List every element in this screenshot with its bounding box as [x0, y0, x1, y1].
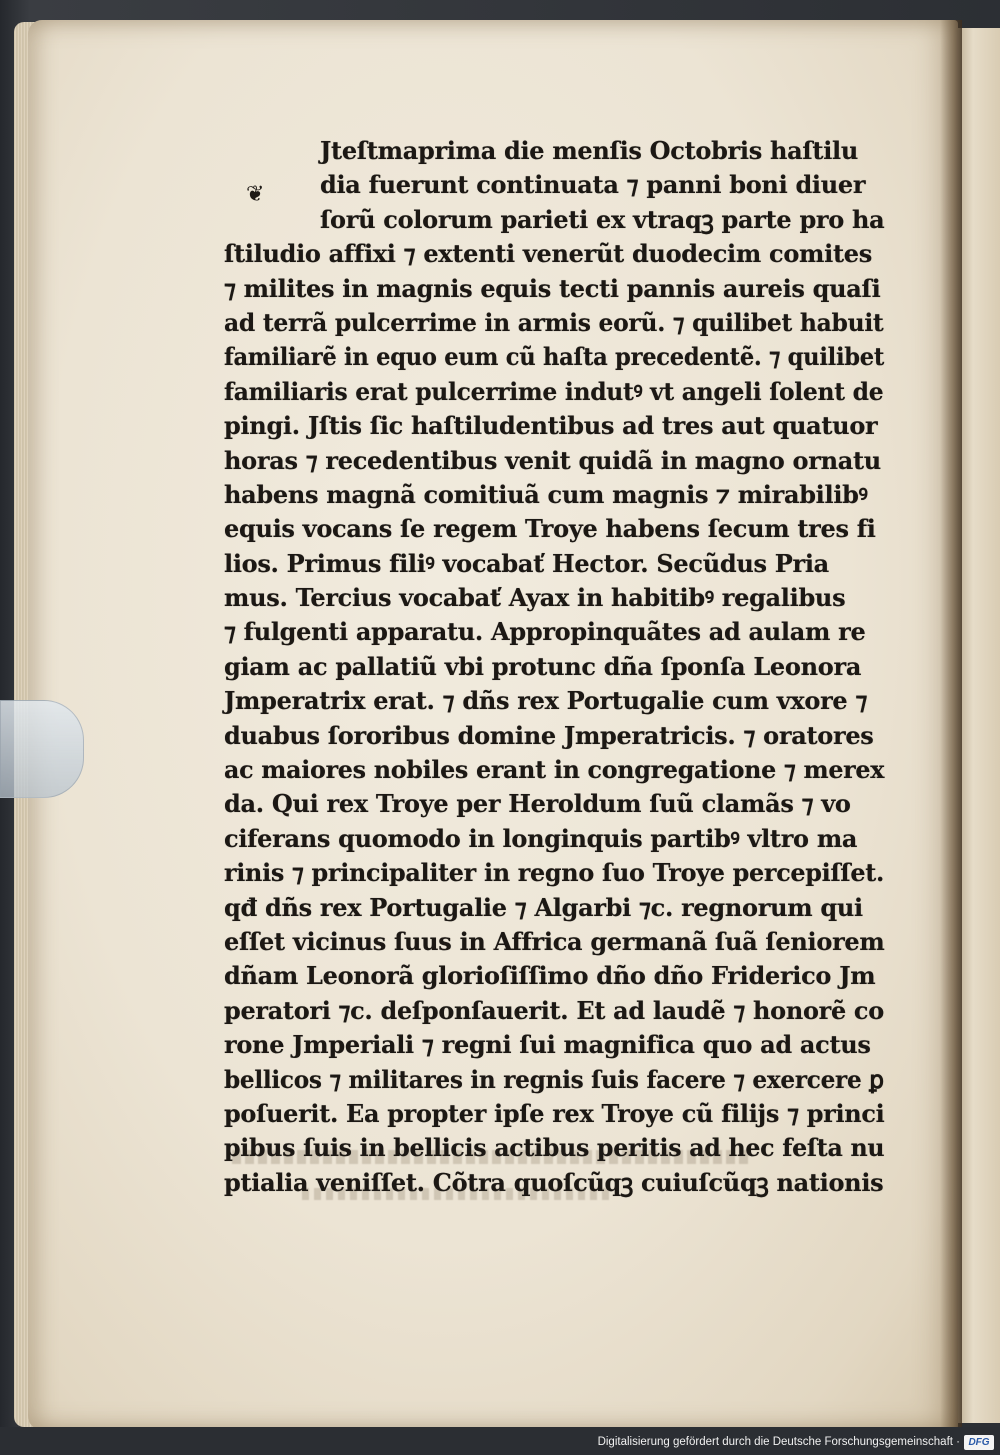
- text-line: ſorũ colorum parieti ex vtraqꝫ parte pro ha: [320, 204, 885, 234]
- digitization-credit: Digitalisierung gefördert durch die Deutsche Forschungsgemeinschaft ·: [597, 1436, 960, 1448]
- text-line: ac maiores nobiles erant in congregatione ⁊ merex: [224, 755, 885, 785]
- text-line: ciferans quomodo in longinquis partibꝰ vltro ma: [224, 823, 858, 853]
- text-line: pingi. Jſtis ſic haſtiludentibus ad tres aut quatuor: [224, 411, 878, 441]
- text-line: pibus ſuis in bellicis actibus peritis ad hec feſta nu: [224, 1133, 885, 1163]
- text-line: qđ dñs rex Portugalie ⁊ Algarbi ⁊c. regnorum qui: [224, 892, 863, 922]
- binding-gutter: [940, 20, 962, 1430]
- footer-bar: [0, 1427, 1000, 1455]
- text-line: familiaris erat pulcerrime indutꝰ vt angeli ſolent de: [224, 376, 884, 406]
- text-line: peratori ⁊c. deſponſauerit. Et ad laudẽ ⁊ honorẽ co: [224, 995, 884, 1025]
- text-line: rone Jmperiali ⁊ regni ſui magnifica quo ad actus: [224, 1030, 871, 1060]
- text-line: dia fuerunt continuata ⁊ panni boni diuer: [320, 170, 866, 200]
- text-line: giam ac pallatiũ vbi protunc dña ſponſa Leonora: [224, 651, 862, 681]
- text-line: lios. Primus filiꝰ vocabať Hector. Secũdus Pria: [224, 548, 829, 578]
- text-line: habens magnã comitiuã cum magnis ⁊ mirabilibꝰ: [224, 479, 868, 509]
- text-line: ptialia veniſſet. Cõtra quoſcũqꝫ cuiuſcũqꝫ nationis: [224, 1167, 884, 1197]
- text-line: horas ⁊ recedentibus venit quidã in magno ornatu: [224, 445, 881, 475]
- text-line: ſtiludio affixi ⁊ extenti venerũt duodecim comites: [224, 239, 872, 269]
- text-line: poſuerit. Ea propter ipſe rex Troye cũ filijs ⁊ princi: [224, 1098, 885, 1128]
- text-line: equis vocans ſe regem Troye habens ſecum tres fi: [224, 514, 876, 544]
- dfg-logo: DFG: [964, 1435, 994, 1450]
- text-line: ⁊ milites in magnis equis tecti pannis aureis quaſi: [224, 273, 881, 303]
- text-line: eſſet vicinus ſuus in Affrica germanã ſuã ſeniorem: [224, 926, 885, 956]
- text-line: duabus ſororibus domine Jmperatricis. ⁊ oratores: [224, 720, 874, 750]
- text-line: Jmperatrix erat. ⁊ dñs rex Portugalie cum vxore ⁊: [224, 686, 868, 716]
- ornament-leaf-icon: ❦: [246, 182, 265, 207]
- text-line: mus. Tercius vocabať Ayax in habitibꝰ regalibus: [224, 583, 846, 613]
- text-line: rinis ⁊ principaliter in regno ſuo Troye percepiſſet.: [224, 858, 884, 888]
- text-line: familiarẽ in equo eum cũ haſta precedentẽ. ⁊ quilibet: [224, 342, 885, 372]
- text-line: dñam Leonorã glorioſiſſimo dño dño Friderico Jm: [224, 961, 876, 991]
- plastic-page-clip: [0, 700, 84, 798]
- text-line: da. Qui rex Troye per Heroldum ſuũ clamãs ⁊ vo: [224, 789, 851, 819]
- text-line: ad terrã pulcerrime in armis eorũ. ⁊ quilibet habuit: [224, 307, 884, 337]
- text-line: Jteſtmaprima die menſis Octobris haſtilu: [320, 136, 858, 165]
- text-line: ⁊ fulgenti apparatu. Appropinquãtes ad aulam re: [224, 617, 866, 647]
- text-line: bellicos ⁊ militares in regnis ſuis facere ⁊ exercere ꝑ: [224, 1064, 884, 1094]
- text-block: [224, 134, 884, 1200]
